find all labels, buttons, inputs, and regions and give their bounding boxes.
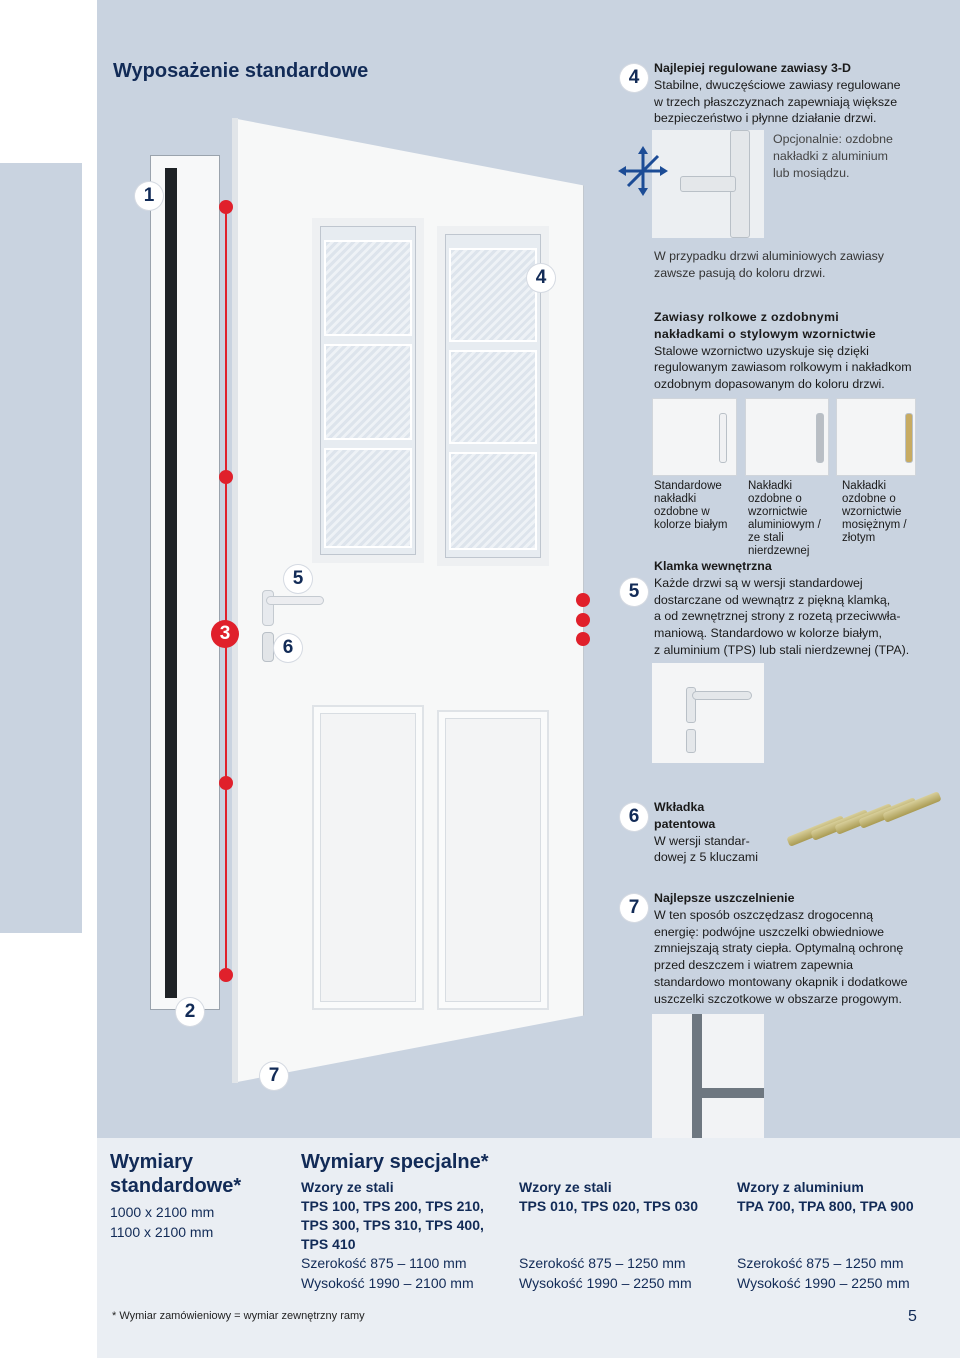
side-stripe <box>0 163 82 933</box>
roller-line: regulowanym zawiasom rolkowym i nakładkom <box>654 360 912 375</box>
column-models: TPS 010, TPS 020, TPS 030 <box>519 1198 698 1214</box>
cylinder-line: W wersji standar- <box>654 833 750 848</box>
std-dim-values <box>110 1203 214 1242</box>
seal-marker-line <box>225 207 227 977</box>
caption-line: nierdzewnej <box>748 545 810 557</box>
frame-seal <box>165 168 177 998</box>
hinges-line: w trzech płaszczyznach zapewniają większe <box>654 94 898 109</box>
hinges-optional <box>773 131 893 181</box>
column-heading: Wzory ze stali <box>301 1179 394 1195</box>
column-height: Wysokość 1990 – 2100 mm <box>301 1274 474 1291</box>
caption-line: wzornictwie <box>842 506 902 518</box>
seal-line: standardowo montowany okapnik i dodatkowe <box>654 974 908 989</box>
seal-text <box>654 890 907 1008</box>
door-frame <box>150 155 220 1010</box>
badge-seal: 2 <box>176 998 204 1026</box>
special-dim-title: Wymiary specjalne* <box>301 1151 489 1173</box>
hinges-alu-note <box>654 248 884 282</box>
door-edge <box>232 118 238 1083</box>
optional-line: Opcjonalnie: ozdobne <box>773 132 893 146</box>
badge-frame: 1 <box>135 182 163 210</box>
hinges-line: bezpieczeństwo i płynne działanie drzwi. <box>654 111 877 126</box>
dim-column-3 <box>737 1178 914 1293</box>
handle-line: maniową. Standardowo w kolorze białym, <box>654 626 882 641</box>
std-value: 1000 x 2100 mm <box>110 1204 215 1220</box>
caption-line: ozdobne o <box>842 493 896 505</box>
page-number: 5 <box>908 1308 917 1325</box>
marker-dot <box>576 593 590 607</box>
std-title-line: standardowe* <box>110 1175 242 1197</box>
column-models: TPA 700, TPA 800, TPA 900 <box>737 1198 914 1214</box>
door-handle <box>266 596 324 605</box>
column-models: TPS 410 <box>301 1236 356 1252</box>
raised-panel-right <box>437 710 549 1010</box>
handle-line: a od zewnętrznej strony z rozetą przeciwwła- <box>654 609 901 624</box>
column-width: Szerokość 875 – 1100 mm <box>301 1255 467 1271</box>
dim-column-2 <box>519 1178 698 1293</box>
threshold-photo <box>652 1014 764 1138</box>
column-width: Szerokość 875 – 1250 mm <box>519 1255 686 1271</box>
roller-photo-brass <box>836 398 916 476</box>
column-height: Wysokość 1990 – 2250 mm <box>737 1274 910 1291</box>
caption-line: ozdobne o <box>748 493 802 505</box>
column-width: Szerokość 875 – 1250 mm <box>737 1255 904 1271</box>
lock-cylinder <box>262 632 274 662</box>
handle-line: Każde drzwi są w wersji standardowej <box>654 575 863 590</box>
glass-panel-left <box>312 218 424 563</box>
roller-line: Stalowe wzornictwo uzyskuje się dzięki <box>654 343 869 358</box>
caption-line: kolorze białym <box>654 519 728 531</box>
roller-heading: nakładkami o stylowym wzornictwie <box>654 326 876 341</box>
cylinder-line: dowej z 5 kluczami <box>654 850 758 865</box>
badge-hinge: 4 <box>527 264 555 292</box>
std-value: 1100 x 2100 mm <box>110 1223 214 1240</box>
badge-locking: 3 <box>211 620 239 648</box>
caption-brass <box>842 480 907 545</box>
seal-line: przed deszczem i wiatrem zapewnia <box>654 958 854 973</box>
dim-column-1 <box>301 1178 484 1293</box>
column-models: TPS 100, TPS 200, TPS 210, <box>301 1198 484 1214</box>
caption-line: nakładki <box>654 493 697 505</box>
caption-line: Nakładki <box>842 480 887 492</box>
caption-line: aluminiowym / <box>748 519 821 531</box>
caption-line: mosiężnym / <box>842 519 907 531</box>
marker-dot <box>576 613 590 627</box>
caption-line: Nakładki <box>748 480 793 492</box>
roller-heading: Zawiasy rolkowe z ozdobnymi <box>654 310 840 324</box>
seal-line: uszczelki szczotkowe w obszarze progowym. <box>654 991 902 1006</box>
seal-line: W ten sposób oszczędzasz drogocenną <box>654 907 874 922</box>
alu-note-line: zawsze pasują do koloru drzwi. <box>654 265 826 280</box>
marker-dot <box>219 776 233 790</box>
caption-white <box>654 480 728 532</box>
std-title-line: Wymiary <box>110 1151 194 1173</box>
std-dim-title <box>110 1150 241 1198</box>
column-heading: Wzory z aluminium <box>737 1179 864 1195</box>
badge-threshold: 7 <box>260 1062 288 1090</box>
caption-line: złotym <box>842 532 876 544</box>
badge-handle-section: 5 <box>620 578 648 606</box>
badge-seal-section: 7 <box>620 894 648 922</box>
marker-dot <box>219 470 233 484</box>
column-models: TPS 300, TPS 310, TPS 400, <box>301 1217 484 1233</box>
hinges-line: Stabilne, dwuczęściowe zawiasy regulowane <box>654 77 901 92</box>
badge-cylinder-section: 6 <box>620 803 648 831</box>
handle-line: z aluminium (TPS) lub stali nierdzewnej (TPA). <box>654 642 910 657</box>
hinges-heading: Najlepiej regulowane zawiasy 3-D <box>654 61 851 75</box>
marker-dot <box>219 968 233 982</box>
page-title: Wyposażenie standardowe <box>113 60 369 82</box>
footnote: * Wymiar zamówieniowy = wymiar zewnętrzny ramy <box>112 1310 365 1322</box>
handle-text <box>654 558 909 659</box>
optional-line: nakładki z aluminium <box>773 148 889 163</box>
badge-handle: 5 <box>284 565 312 593</box>
caption-line: wzornictwie <box>748 506 808 518</box>
caption-steel <box>748 480 821 558</box>
raised-panel-left <box>312 705 424 1010</box>
cylinder-heading: Wkładka <box>654 800 705 814</box>
seal-line: zmniejszają straty ciepła. Optymalną ochronę <box>654 941 904 956</box>
adjust-arrows-icon <box>618 146 668 196</box>
hinge-photo <box>652 130 764 238</box>
roller-line: ozdobnym dopasowanym do koloru drzwi. <box>654 377 885 392</box>
hinges-text <box>654 60 901 127</box>
marker-dot <box>576 632 590 646</box>
roller-text <box>654 309 912 393</box>
optional-line: lub mosiądzu. <box>773 165 850 180</box>
column-heading: Wzory ze stali <box>519 1179 612 1195</box>
handle-photo <box>652 663 764 763</box>
alu-note-line: W przypadku drzwi aluminiowych zawiasy <box>654 249 884 263</box>
seal-line: energię: podwójne uszczelki obwiedniowe <box>654 924 885 939</box>
badge-cylinder: 6 <box>274 634 302 662</box>
marker-dot <box>219 200 233 214</box>
caption-line: ozdobne w <box>654 506 710 518</box>
column-height: Wysokość 1990 – 2250 mm <box>519 1274 692 1291</box>
cylinder-text <box>654 799 758 866</box>
badge-hinges-section: 4 <box>620 64 648 92</box>
cylinder-heading: patentowa <box>654 816 716 831</box>
seal-heading: Najlepsze uszczelnienie <box>654 891 795 905</box>
roller-photo-steel <box>745 398 829 476</box>
handle-heading: Klamka wewnętrzna <box>654 559 772 573</box>
roller-photo-white <box>652 398 737 476</box>
handle-line: dostarczane od wewnątrz z piękną klamką, <box>654 592 891 607</box>
caption-line: ze stali <box>748 532 784 544</box>
caption-line: Standardowe <box>654 480 722 492</box>
